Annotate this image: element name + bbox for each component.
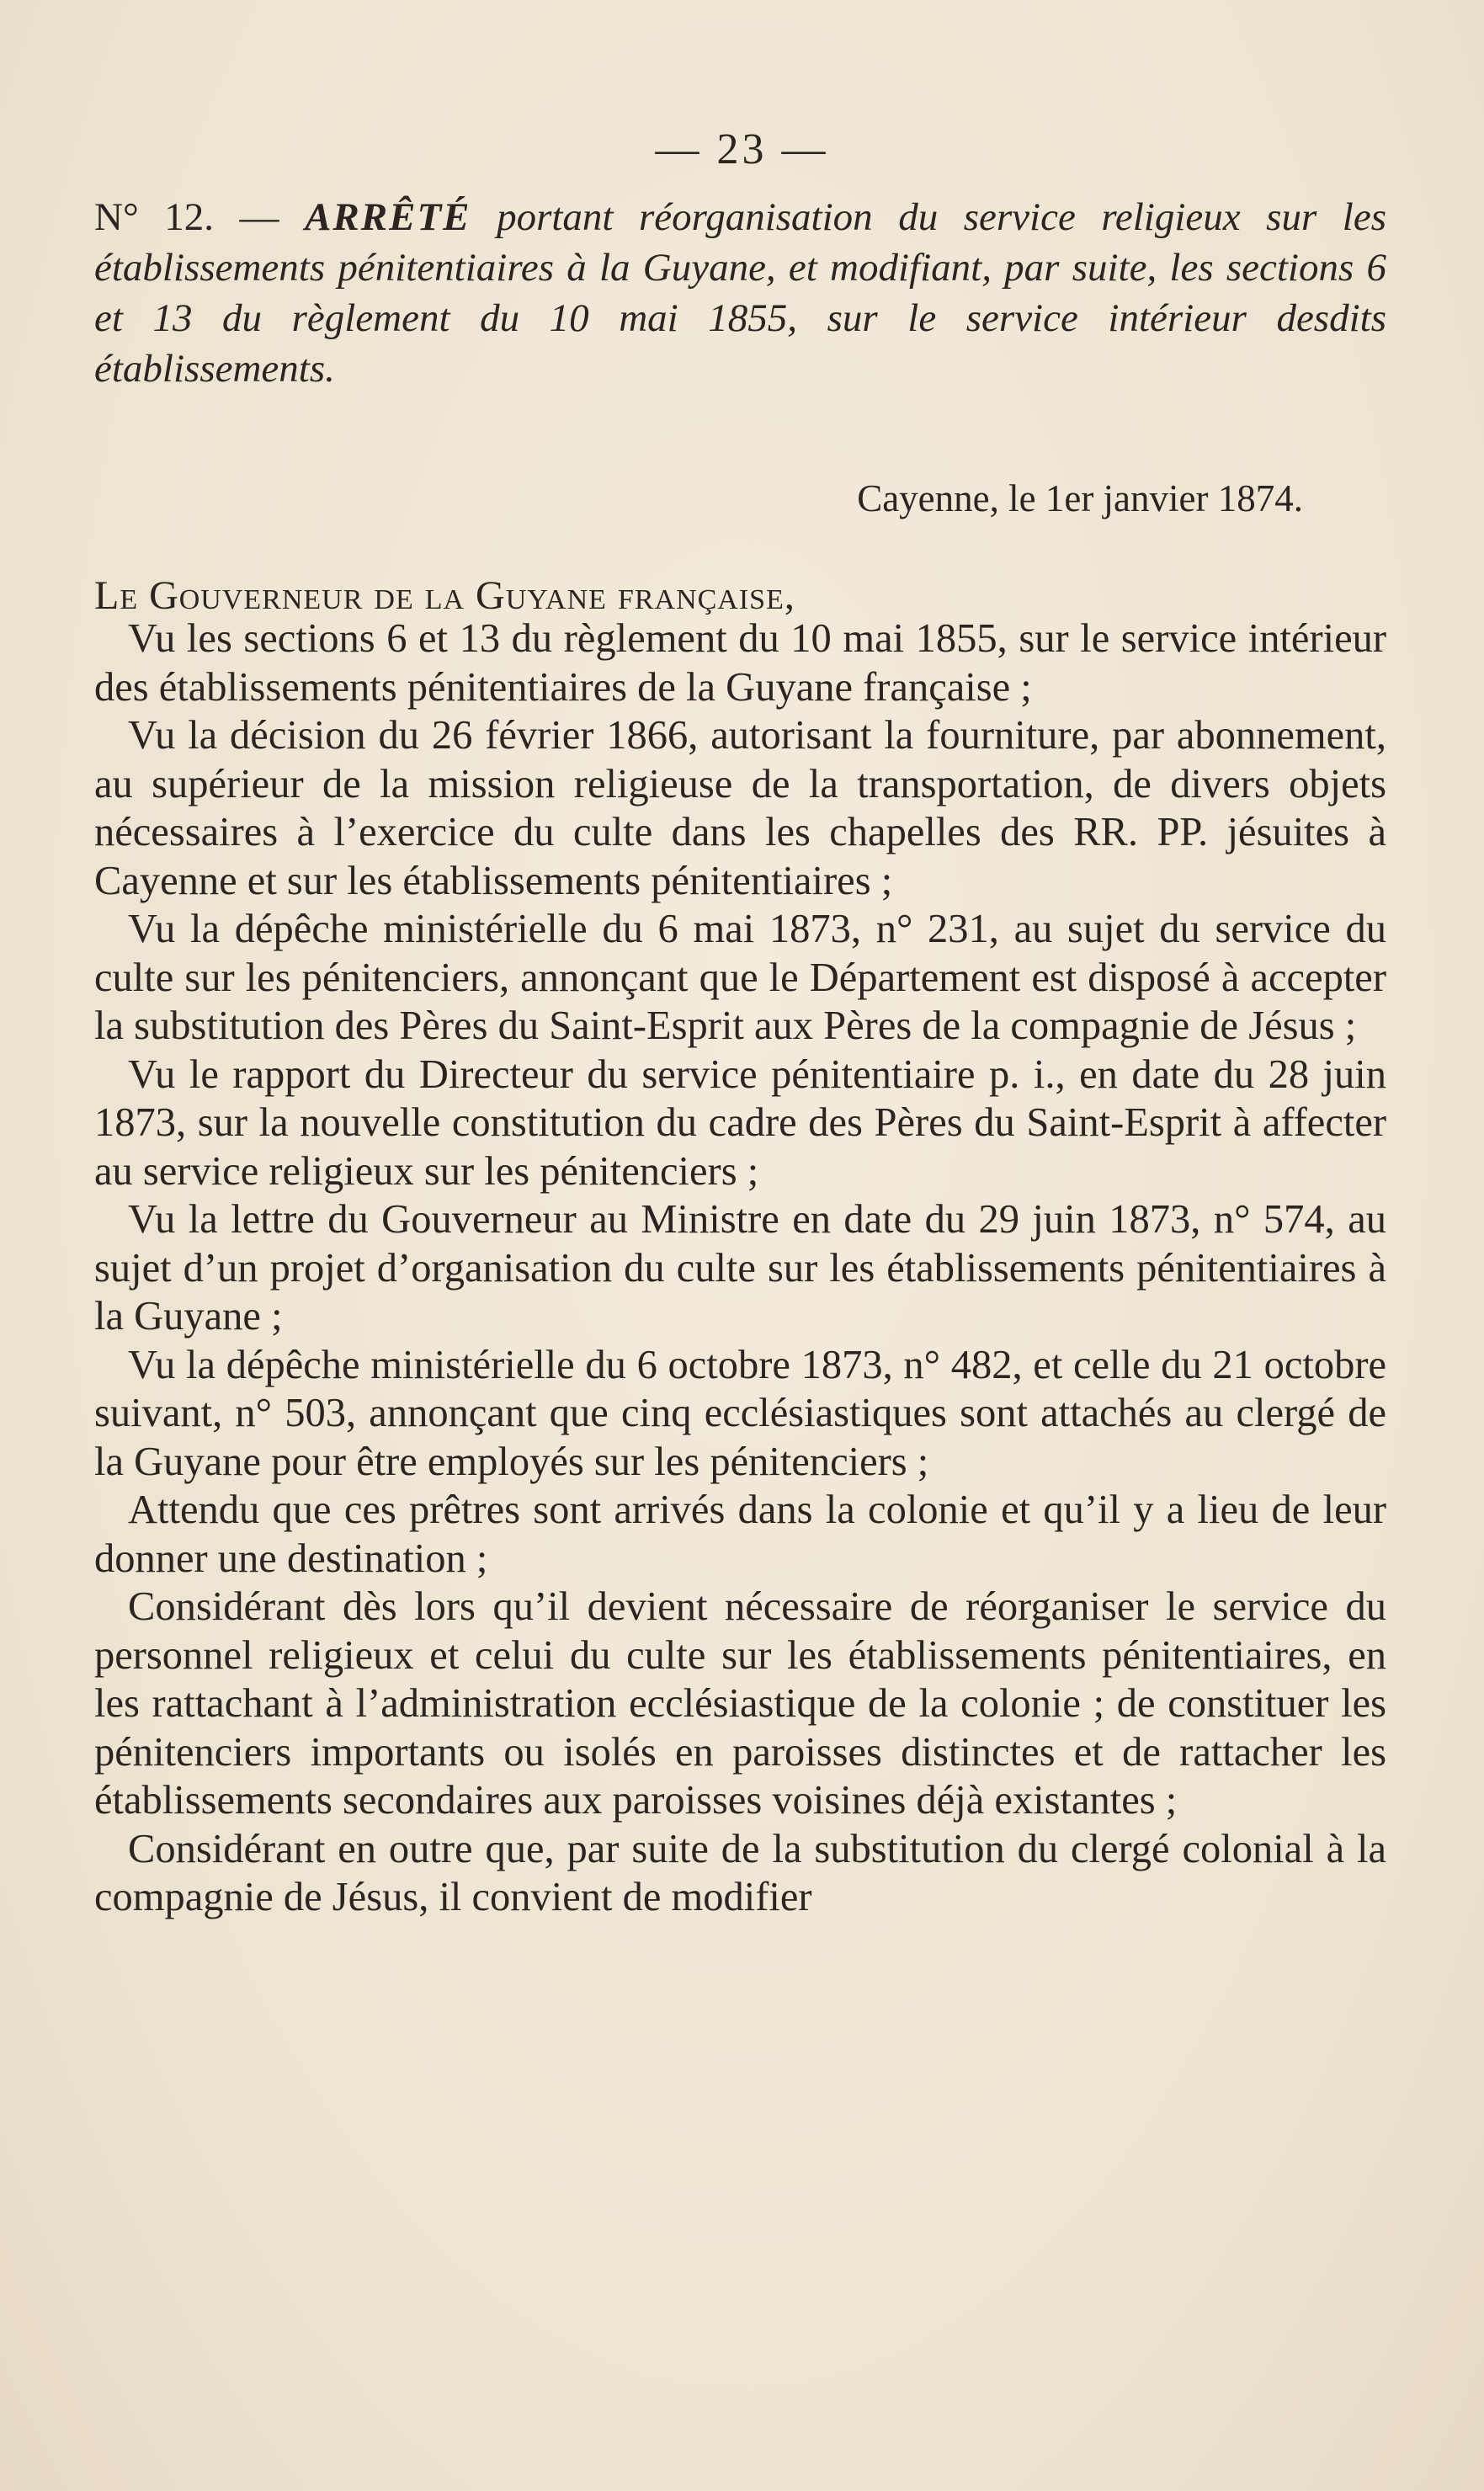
paragraph: Vu le rapport du Directeur du service pénitentiaire p. i., en date du 28 juin 1873, sur la nouvelle constitution du cadre des Pères du Saint-Esprit à affecter au service religieux sur les pénitenciers ;	[94, 1051, 1386, 1194]
decree-number: N° 12. —	[94, 195, 279, 239]
decree-keyword: ARRÊTÉ	[305, 195, 471, 239]
decree-title: portant réorganisation du service religieux sur les établissements pénitentiaires à la Guyane, et modifiant, par suite, les sections 6 et 13 du règlement du 10 mai 1855, sur le service intérieur desdits établissements.	[94, 195, 1386, 391]
page-number: — 23 —	[655, 125, 829, 173]
decree-heading	[94, 192, 1386, 394]
body-text	[94, 615, 1386, 1922]
paragraph: Vu les sections 6 et 13 du règlement du 10 mai 1855, sur le service intérieur des établissements pénitentiaires de la Guyane française ;	[94, 616, 1386, 710]
paragraph: Vu la dépêche ministérielle du 6 mai 1873, n° 231, au sujet du service du culte sur les pénitenciers, annonçant que le Département est disposé à accepter la substitution des Pères du Saint-Esprit aux Pères de la compagnie de Jésus ;	[94, 907, 1386, 1048]
paragraph: Vu la décision du 26 février 1866, autorisant la fourniture, par abonnement, au supérieur de la mission religieuse de la transportation, de divers objets nécessaires à l’exercice du culte dans les chapelles des RR. PP. jésuites à Cayenne et sur les établissements pénitentiaires ;	[94, 713, 1386, 903]
paragraph: Vu la dépêche ministérielle du 6 octobre 1873, n° 482, et celle du 21 octobre suivant, n° 503, annonçant que cinq ecclésiastiques sont attachés au clergé de la Guyane pour être employés sur les pénitenciers ;	[94, 1342, 1386, 1484]
paragraph: Attendu que ces prêtres sont arrivés dans la colonie et qu’il y a lieu de leur donner une destination ;	[94, 1488, 1386, 1581]
paragraph: Vu la lettre du Gouverneur au Ministre en date du 29 juin 1873, n° 574, au sujet d’un projet d’organisation du culte sur les établissements pénitentiaires à la Guyane ;	[94, 1197, 1386, 1339]
paragraph: Considérant en outre que, par suite de la substitution du clergé colonial à la compagnie de Jésus, il convient de modifier	[94, 1826, 1386, 1919]
paragraph: Considérant dès lors qu’il devient nécessaire de réorganiser le service du personnel religieux et celui du culte sur les établissements pénitentiaires, en les rattachant à l’administration ecclésiastique de la colonie ; de constituer les pénitenciers importants ou isolés en paroisses distinctes et de rattacher les établissements secondaires aux paroisses voisines déjà existantes ;	[94, 1584, 1386, 1823]
decree-intro: Le Gouverneur de la Guyane française,	[94, 573, 795, 618]
dateline: Cayenne, le 1er janvier 1874.	[857, 477, 1303, 519]
